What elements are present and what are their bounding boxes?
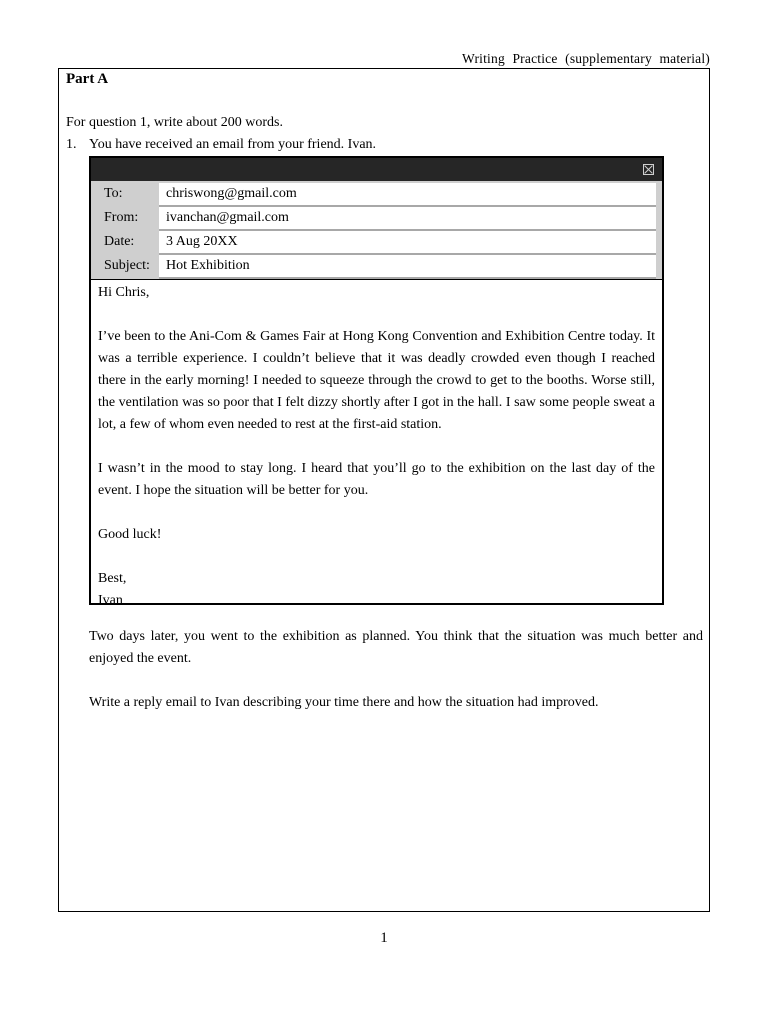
email-window [89, 156, 664, 608]
instruction-text: For question 1, write about 200 words. [66, 115, 283, 130]
to-field[interactable]: chriswong@gmail.com [159, 183, 656, 207]
page-number: 1 [380, 930, 388, 946]
email-body [91, 280, 662, 612]
question-text: You have received an email from your friend. Ivan. [89, 137, 377, 152]
email-signature: Ivan [98, 593, 123, 608]
email-header-fields [91, 181, 662, 280]
date-field[interactable]: 3 Aug 20XX [159, 231, 656, 255]
email-greeting: Hi Chris, [98, 285, 150, 300]
field-label: Subject: [104, 258, 150, 273]
close-icon[interactable] [643, 164, 654, 175]
email-signoff: Best, [98, 571, 127, 586]
field-label: To: [104, 186, 123, 201]
email-field-date [92, 231, 656, 255]
subject-field[interactable]: Hot Exhibition [159, 255, 656, 279]
field-label: Date: [104, 234, 135, 249]
email-field-subject [92, 255, 656, 279]
question-frame [58, 68, 710, 912]
email-closing: Good luck! [98, 527, 162, 542]
field-label: From: [104, 210, 139, 225]
task-text: Write a reply email to Ivan describing your time there and how the situation had improved. [89, 695, 599, 710]
email-paragraph: I’ve been to the Ani-Com & Games Fair at Hong Kong Convention and Exhibition Centre today. It was a terrible experience. I couldn’t believe that it was deadly crowded even though I reached there in the early morning! I needed to squeeze through the crowd to get to the booths. Worse still, the ventilation was so poor that I felt dizzy shortly after I got in the hall. I saw some people sweat a lot, a few of whom even needed to rest at the first-aid station. [98, 329, 655, 432]
from-field[interactable]: ivanchan@gmail.com [159, 207, 656, 231]
scenario-text: Two days later, you went to the exhibition as planned. You think that the situation was much better and enjoyed the event. [89, 629, 703, 666]
question-number: 1. [66, 137, 77, 152]
email-titlebar [91, 158, 662, 181]
email-field-from [92, 207, 656, 231]
part-title: Part A [66, 71, 109, 87]
email-paragraph: I wasn’t in the mood to stay long. I heard that you’ll go to the exhibition on the last day of the event. I hope the situation will be better for you. [98, 461, 655, 498]
email-field-to [92, 183, 656, 207]
page-header: Writing Practice (supplementary material) [462, 51, 710, 66]
